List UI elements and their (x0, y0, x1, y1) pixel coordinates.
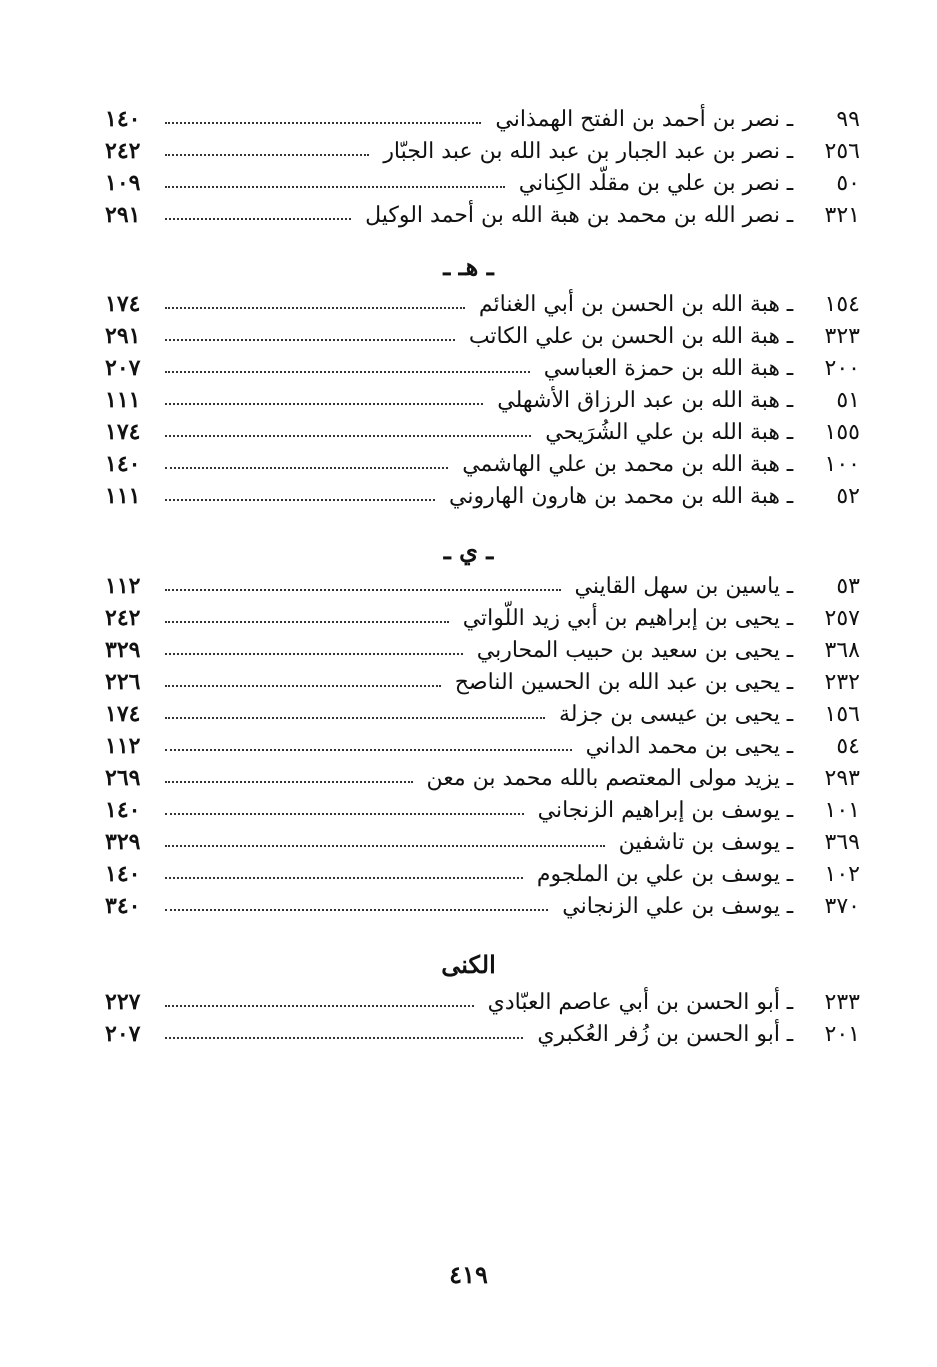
entry-page: ٢٠٧ (105, 1021, 141, 1047)
index-entry (105, 986, 860, 1018)
entry-number: ٩٩ (836, 106, 860, 132)
index-entry (105, 1018, 860, 1050)
index-group-nasr (105, 103, 860, 231)
entry-page: ١٤٠ (105, 797, 141, 823)
entry-name: هبة الله بن الحسن بن أبي الغنائم (478, 291, 780, 317)
entry-page: ٢٩١ (105, 323, 141, 349)
entry-name: نصر بن علي بن مقلّد الكِناني (518, 170, 780, 196)
entry-number: ٢٣٢ (824, 669, 860, 695)
page-number: ٤١٩ (449, 1260, 488, 1289)
leader-dots (165, 1037, 523, 1039)
entry-number: ١٥٦ (824, 701, 860, 727)
entry-number: ٢٩٣ (824, 765, 860, 791)
entry-number: ١٥٥ (824, 419, 860, 445)
entry-dash: ـ (786, 202, 794, 228)
leader-dots (165, 909, 548, 911)
entry-number: ٣٦٨ (824, 637, 860, 663)
entry-name: يحيى بن عبد الله بن الحسين الناصح (454, 669, 780, 695)
index-entry (105, 890, 860, 922)
index-entry (105, 634, 860, 666)
entry-dash: ـ (786, 355, 794, 381)
leader-dots (165, 218, 351, 220)
leader-dots (165, 1005, 474, 1007)
index-entry (105, 167, 860, 199)
leader-dots (165, 467, 448, 469)
index-group-hibatullah (105, 288, 860, 512)
entry-name: نصر الله بن محمد بن هبة الله بن أحمد الوكيل (365, 202, 780, 228)
entry-dash: ـ (786, 573, 794, 599)
entry-number: ١٠١ (824, 797, 860, 823)
entry-name: يحيى بن سعيد بن حبيب المحاربي (476, 637, 780, 663)
index-entry (105, 570, 860, 602)
index-entry (105, 384, 860, 416)
leader-dots (165, 339, 455, 341)
entry-page: ٢٢٦ (105, 669, 141, 695)
section-heading-kuna: الكنى (441, 950, 496, 979)
entry-number: ٣٢٣ (824, 323, 860, 349)
entry-number: ٢٠١ (824, 1021, 860, 1047)
entry-page: ١٠٩ (105, 170, 141, 196)
leader-dots (165, 499, 435, 501)
entry-number: ٥١ (836, 387, 860, 413)
index-entry (105, 135, 860, 167)
entry-dash: ـ (786, 733, 794, 759)
leader-dots (165, 403, 483, 405)
entry-name: ياسين بن سهل القايني (574, 573, 780, 599)
entry-page: ٢٠٧ (105, 355, 141, 381)
entry-dash: ـ (786, 1021, 794, 1047)
entry-page: ٢٤٢ (105, 138, 141, 164)
entry-number: ٣٦٩ (824, 829, 860, 855)
entry-dash: ـ (786, 387, 794, 413)
entry-page: ٣٤٠ (105, 893, 141, 919)
index-entry (105, 448, 860, 480)
entry-dash: ـ (786, 605, 794, 631)
leader-dots (165, 717, 545, 719)
index-entry (105, 762, 860, 794)
entry-name: أبو الحسن بن أبي عاصم العبّادي (487, 989, 780, 1015)
entry-page: ٣٢٩ (105, 637, 141, 663)
entry-number: ٣٢١ (824, 202, 860, 228)
index-entry (105, 103, 860, 135)
entry-name: هبة الله بن عبد الرزاق الأشهلي (497, 387, 780, 413)
entry-page: ٢٦٩ (105, 765, 141, 791)
entry-dash: ـ (786, 483, 794, 509)
index-entry (105, 199, 860, 231)
entry-page: ١٧٤ (105, 291, 141, 317)
entry-name: يحيى بن إبراهيم بن أبي زيد اللّواتي (462, 605, 780, 631)
entry-dash: ـ (786, 138, 794, 164)
entry-name: يوسف بن إبراهيم الزنجاني (537, 797, 780, 823)
index-entry (105, 858, 860, 890)
index-entry (105, 288, 860, 320)
entry-name: يحيى بن عيسى بن جزلة (559, 701, 780, 727)
entry-name: هبة الله بن محمد بن هارون الهاروني (449, 483, 780, 509)
entry-dash: ـ (786, 797, 794, 823)
entry-number: ٢٥٧ (824, 605, 860, 631)
leader-dots (165, 685, 441, 687)
entry-name: هبة الله بن علي الشُرَيحي (545, 419, 780, 445)
leader-dots (165, 186, 505, 188)
entry-number: ٢٣٣ (824, 989, 860, 1015)
entry-name: هبة الله بن الحسن بن علي الكاتب (468, 323, 780, 349)
leader-dots (165, 653, 463, 655)
leader-dots (165, 122, 481, 124)
index-entry (105, 320, 860, 352)
section-heading-ha: ـ هـ ـ (443, 252, 494, 281)
leader-dots (165, 781, 413, 783)
entry-number: ١٠٠ (824, 451, 860, 477)
entry-dash: ـ (786, 291, 794, 317)
entry-page: ١٧٤ (105, 701, 141, 727)
entry-dash: ـ (786, 170, 794, 196)
entry-dash: ـ (786, 989, 794, 1015)
index-entry (105, 794, 860, 826)
entry-page: ٢٩١ (105, 202, 141, 228)
entry-page: ٣٢٩ (105, 829, 141, 855)
entry-name: يحيى بن محمد الداني (585, 733, 780, 759)
index-entry (105, 602, 860, 634)
entry-page: ١٤٠ (105, 451, 141, 477)
entry-name: يوسف بن تاشفين (618, 829, 780, 855)
leader-dots (165, 371, 530, 373)
entry-number: ٥٣ (836, 573, 860, 599)
entry-dash: ـ (786, 893, 794, 919)
entry-number: ٢٥٦ (824, 138, 860, 164)
entry-number: ٢٠٠ (824, 355, 860, 381)
entry-page: ١٧٤ (105, 419, 141, 445)
entry-dash: ـ (786, 765, 794, 791)
entry-page: ١٤٠ (105, 861, 141, 887)
leader-dots (165, 154, 369, 156)
entry-dash: ـ (786, 451, 794, 477)
entry-number: ١٠٢ (824, 861, 860, 887)
entry-number: ٥٤ (836, 733, 860, 759)
index-entry (105, 416, 860, 448)
entry-dash: ـ (786, 829, 794, 855)
index-group-ya (105, 570, 860, 922)
index-group-kuna (105, 986, 860, 1050)
index-entry (105, 352, 860, 384)
entry-number: ١٥٤ (824, 291, 860, 317)
leader-dots (165, 621, 449, 623)
index-entry (105, 698, 860, 730)
entry-name: يوسف بن علي الزنجاني (562, 893, 780, 919)
entry-name: يوسف بن علي بن الملجوم (536, 861, 780, 887)
entry-dash: ـ (786, 701, 794, 727)
index-entry (105, 480, 860, 512)
entry-name: أبو الحسن بن زُفر العُكبري (537, 1021, 780, 1047)
entry-dash: ـ (786, 106, 794, 132)
index-entry (105, 730, 860, 762)
entry-name: هبة الله بن حمزة العباسي (543, 355, 780, 381)
entry-page: ١١٢ (105, 733, 141, 759)
index-entry (105, 826, 860, 858)
entry-name: يزيد مولى المعتصم بالله محمد بن معن (426, 765, 780, 791)
entry-page: ١١٢ (105, 573, 141, 599)
entry-dash: ـ (786, 637, 794, 663)
entry-name: نصر بن عبد الجبار بن عبد الله بن عبد الجبّار (383, 138, 780, 164)
entry-page: ١١١ (105, 483, 141, 509)
leader-dots (165, 813, 524, 815)
entry-name: نصر بن أحمد بن الفتح الهمذاني (495, 106, 780, 132)
entry-number: ٥٠ (836, 170, 860, 196)
entry-name: هبة الله بن محمد بن علي الهاشمي (462, 451, 780, 477)
entry-dash: ـ (786, 419, 794, 445)
section-heading-ya: ـ ي ـ (443, 536, 494, 565)
entry-number: ٣٧٠ (824, 893, 860, 919)
leader-dots (165, 877, 523, 879)
index-entry (105, 666, 860, 698)
leader-dots (165, 589, 561, 591)
entry-number: ٥٢ (836, 483, 860, 509)
entry-dash: ـ (786, 669, 794, 695)
entry-page: ٢٤٢ (105, 605, 141, 631)
leader-dots (165, 307, 465, 309)
entry-page: ١١١ (105, 387, 141, 413)
leader-dots (165, 435, 531, 437)
entry-dash: ـ (786, 861, 794, 887)
leader-dots (165, 749, 572, 751)
leader-dots (165, 845, 605, 847)
entry-page: ١٤٠ (105, 106, 141, 132)
entry-page: ٢٢٧ (105, 989, 141, 1015)
entry-dash: ـ (786, 323, 794, 349)
